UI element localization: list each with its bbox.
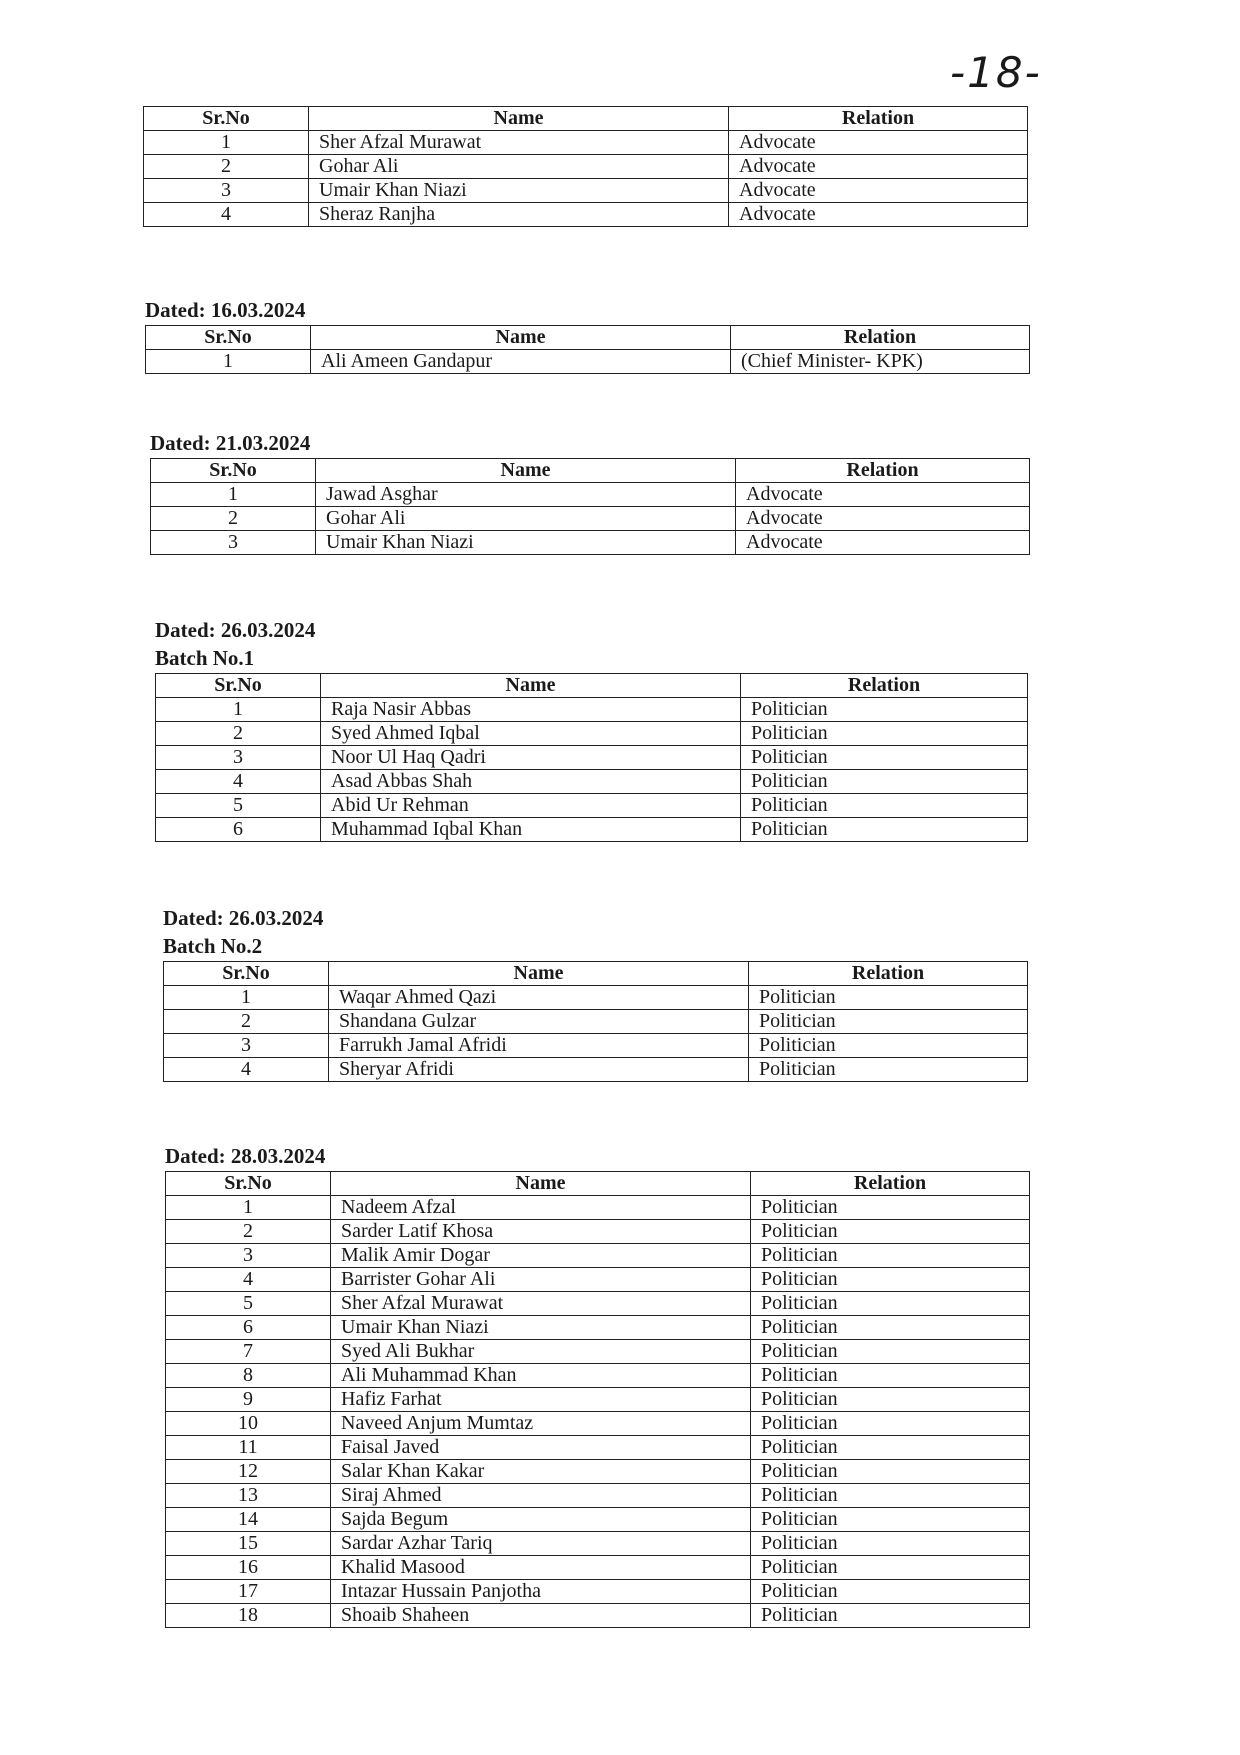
name-cell: Naveed Anjum Mumtaz [331, 1412, 751, 1436]
table-row [166, 1268, 1030, 1292]
name-cell: Jawad Asghar [316, 483, 736, 507]
sr-no-cell: 4 [164, 1058, 329, 1082]
relation-cell: Politician [751, 1220, 1030, 1244]
visitor-table [150, 458, 1030, 555]
section-date: Dated: 26.03.2024 [155, 618, 316, 642]
sr-no-cell: 2 [166, 1220, 331, 1244]
sr-no-cell: 4 [156, 770, 321, 794]
sr-no-cell: 1 [156, 698, 321, 722]
name-cell: Syed Ali Bukhar [331, 1340, 751, 1364]
sr-no-cell: 7 [166, 1340, 331, 1364]
table-header-row [144, 107, 1028, 131]
name-cell: Sardar Azhar Tariq [331, 1532, 751, 1556]
table-row [144, 203, 1028, 227]
relation-cell: Politician [751, 1412, 1030, 1436]
column-header-sr-no: Sr.No [144, 107, 309, 131]
column-header-name: Name [329, 962, 749, 986]
column-header-sr-no: Sr.No [151, 459, 316, 483]
table-row [166, 1580, 1030, 1604]
name-cell: Ali Muhammad Khan [331, 1364, 751, 1388]
section-3 [150, 430, 1030, 555]
sr-no-cell: 6 [166, 1316, 331, 1340]
name-cell: Gohar Ali [316, 507, 736, 531]
column-header-relation: Relation [749, 962, 1028, 986]
section-date: Dated: 21.03.2024 [150, 431, 311, 455]
table-header-row [151, 459, 1030, 483]
table-row [166, 1412, 1030, 1436]
name-cell: Khalid Masood [331, 1556, 751, 1580]
table-row [156, 746, 1028, 770]
name-cell: Farrukh Jamal Afridi [329, 1034, 749, 1058]
name-cell: Shandana Gulzar [329, 1010, 749, 1034]
table-row [144, 179, 1028, 203]
name-cell: Malik Amir Dogar [331, 1244, 751, 1268]
relation-cell: Politician [751, 1508, 1030, 1532]
visitor-table [163, 961, 1028, 1082]
name-cell: Nadeem Afzal [331, 1196, 751, 1220]
batch-label: Batch No.1 [155, 646, 255, 670]
column-header-sr-no: Sr.No [164, 962, 329, 986]
sr-no-cell: 2 [151, 507, 316, 531]
name-cell: Sher Afzal Murawat [309, 131, 729, 155]
column-header-name: Name [316, 459, 736, 483]
table-row [166, 1196, 1030, 1220]
name-cell: Waqar Ahmed Qazi [329, 986, 749, 1010]
table-row [166, 1244, 1030, 1268]
name-cell: Gohar Ali [309, 155, 729, 179]
relation-cell: Advocate [729, 179, 1028, 203]
relation-cell: Advocate [729, 131, 1028, 155]
relation-cell: Advocate [736, 507, 1030, 531]
name-cell: Noor Ul Haq Qadri [321, 746, 741, 770]
sr-no-cell: 1 [164, 986, 329, 1010]
relation-cell: Politician [751, 1292, 1030, 1316]
relation-cell: Politician [741, 722, 1028, 746]
sr-no-cell: 14 [166, 1508, 331, 1532]
relation-cell: Advocate [729, 155, 1028, 179]
relation-cell: Politician [751, 1580, 1030, 1604]
column-header-relation: Relation [729, 107, 1028, 131]
column-header-name: Name [309, 107, 729, 131]
section-5 [163, 905, 1028, 1082]
column-header-relation: Relation [731, 326, 1030, 350]
sr-no-cell: 16 [166, 1556, 331, 1580]
column-header-sr-no: Sr.No [146, 326, 311, 350]
table-row [156, 818, 1028, 842]
relation-cell: Politician [751, 1340, 1030, 1364]
sr-no-cell: 9 [166, 1388, 331, 1412]
column-header-name: Name [331, 1172, 751, 1196]
name-cell: Sajda Begum [331, 1508, 751, 1532]
table-row [156, 770, 1028, 794]
sr-no-cell: 10 [166, 1412, 331, 1436]
visitor-table [143, 106, 1028, 227]
table-row [146, 350, 1030, 374]
name-cell: Sheryar Afridi [329, 1058, 749, 1082]
section-date: Dated: 26.03.2024 [163, 906, 324, 930]
relation-cell: Politician [751, 1532, 1030, 1556]
sr-no-cell: 2 [156, 722, 321, 746]
visitor-table [165, 1171, 1030, 1628]
sr-no-cell: 3 [156, 746, 321, 770]
table-row [166, 1436, 1030, 1460]
visitor-table [155, 673, 1028, 842]
table-row [166, 1604, 1030, 1628]
table-row [166, 1460, 1030, 1484]
sr-no-cell: 1 [144, 131, 309, 155]
sr-no-cell: 5 [156, 794, 321, 818]
table-row [166, 1484, 1030, 1508]
page-number: -18- [950, 48, 1042, 97]
name-cell: Hafiz Farhat [331, 1388, 751, 1412]
table-row [144, 131, 1028, 155]
name-cell: Raja Nasir Abbas [321, 698, 741, 722]
sr-no-cell: 3 [164, 1034, 329, 1058]
section-1 [143, 106, 1028, 227]
relation-cell: Politician [751, 1244, 1030, 1268]
column-header-sr-no: Sr.No [156, 674, 321, 698]
name-cell: Faisal Javed [331, 1436, 751, 1460]
table-row [166, 1364, 1030, 1388]
table-row [156, 794, 1028, 818]
sr-no-cell: 11 [166, 1436, 331, 1460]
name-cell: Sarder Latif Khosa [331, 1220, 751, 1244]
column-header-name: Name [321, 674, 741, 698]
table-row [164, 1034, 1028, 1058]
relation-cell: Politician [741, 770, 1028, 794]
sr-no-cell: 17 [166, 1580, 331, 1604]
relation-cell: Politician [741, 746, 1028, 770]
relation-cell: Politician [751, 1484, 1030, 1508]
relation-cell: Politician [741, 794, 1028, 818]
relation-cell: Politician [751, 1556, 1030, 1580]
relation-cell: Advocate [736, 483, 1030, 507]
name-cell: Siraj Ahmed [331, 1484, 751, 1508]
section-date: Dated: 28.03.2024 [165, 1144, 326, 1168]
relation-cell: Politician [749, 1034, 1028, 1058]
name-cell: Barrister Gohar Ali [331, 1268, 751, 1292]
column-header-relation: Relation [736, 459, 1030, 483]
name-cell: Abid Ur Rehman [321, 794, 741, 818]
table-row [166, 1532, 1030, 1556]
relation-cell: Advocate [736, 531, 1030, 555]
column-header-sr-no: Sr.No [166, 1172, 331, 1196]
relation-cell: Politician [741, 818, 1028, 842]
sr-no-cell: 2 [164, 1010, 329, 1034]
sr-no-cell: 1 [146, 350, 311, 374]
table-row [166, 1292, 1030, 1316]
table-row [166, 1340, 1030, 1364]
relation-cell: Politician [751, 1364, 1030, 1388]
section-6 [165, 1143, 1030, 1628]
table-row [166, 1316, 1030, 1340]
name-cell: Umair Khan Niazi [331, 1316, 751, 1340]
table-row [151, 531, 1030, 555]
name-cell: Umair Khan Niazi [309, 179, 729, 203]
name-cell: Sheraz Ranjha [309, 203, 729, 227]
table-row [164, 1010, 1028, 1034]
table-row [144, 155, 1028, 179]
sr-no-cell: 5 [166, 1292, 331, 1316]
relation-cell: Politician [751, 1268, 1030, 1292]
name-cell: Muhammad Iqbal Khan [321, 818, 741, 842]
section-2 [145, 297, 1030, 374]
sr-no-cell: 8 [166, 1364, 331, 1388]
relation-cell: Politician [751, 1604, 1030, 1628]
table-header-row [146, 326, 1030, 350]
name-cell: Intazar Hussain Panjotha [331, 1580, 751, 1604]
relation-cell: Politician [751, 1316, 1030, 1340]
relation-cell: (Chief Minister- KPK) [731, 350, 1030, 374]
visitor-table [145, 325, 1030, 374]
relation-cell: Politician [749, 1010, 1028, 1034]
section-4 [155, 617, 1028, 842]
sr-no-cell: 13 [166, 1484, 331, 1508]
relation-cell: Politician [749, 1058, 1028, 1082]
sr-no-cell: 4 [144, 203, 309, 227]
column-header-relation: Relation [751, 1172, 1030, 1196]
sr-no-cell: 18 [166, 1604, 331, 1628]
name-cell: Shoaib Shaheen [331, 1604, 751, 1628]
relation-cell: Advocate [729, 203, 1028, 227]
sr-no-cell: 3 [144, 179, 309, 203]
sr-no-cell: 2 [144, 155, 309, 179]
relation-cell: Politician [751, 1196, 1030, 1220]
sr-no-cell: 3 [151, 531, 316, 555]
table-row [166, 1388, 1030, 1412]
sr-no-cell: 1 [166, 1196, 331, 1220]
name-cell: Sher Afzal Murawat [331, 1292, 751, 1316]
table-row [151, 507, 1030, 531]
name-cell: Umair Khan Niazi [316, 531, 736, 555]
name-cell: Syed Ahmed Iqbal [321, 722, 741, 746]
relation-cell: Politician [749, 986, 1028, 1010]
relation-cell: Politician [741, 698, 1028, 722]
section-date: Dated: 16.03.2024 [145, 298, 306, 322]
sr-no-cell: 4 [166, 1268, 331, 1292]
table-header-row [156, 674, 1028, 698]
column-header-name: Name [311, 326, 731, 350]
sr-no-cell: 12 [166, 1460, 331, 1484]
table-header-row [164, 962, 1028, 986]
table-row [156, 722, 1028, 746]
name-cell: Salar Khan Kakar [331, 1460, 751, 1484]
table-row [164, 1058, 1028, 1082]
sr-no-cell: 6 [156, 818, 321, 842]
relation-cell: Politician [751, 1388, 1030, 1412]
table-row [156, 698, 1028, 722]
relation-cell: Politician [751, 1436, 1030, 1460]
sr-no-cell: 1 [151, 483, 316, 507]
table-row [166, 1508, 1030, 1532]
table-row [151, 483, 1030, 507]
table-row [166, 1220, 1030, 1244]
table-row [166, 1556, 1030, 1580]
name-cell: Ali Ameen Gandapur [311, 350, 731, 374]
relation-cell: Politician [751, 1460, 1030, 1484]
sr-no-cell: 15 [166, 1532, 331, 1556]
table-row [164, 986, 1028, 1010]
sr-no-cell: 3 [166, 1244, 331, 1268]
table-header-row [166, 1172, 1030, 1196]
name-cell: Asad Abbas Shah [321, 770, 741, 794]
batch-label: Batch No.2 [163, 934, 263, 958]
column-header-relation: Relation [741, 674, 1028, 698]
